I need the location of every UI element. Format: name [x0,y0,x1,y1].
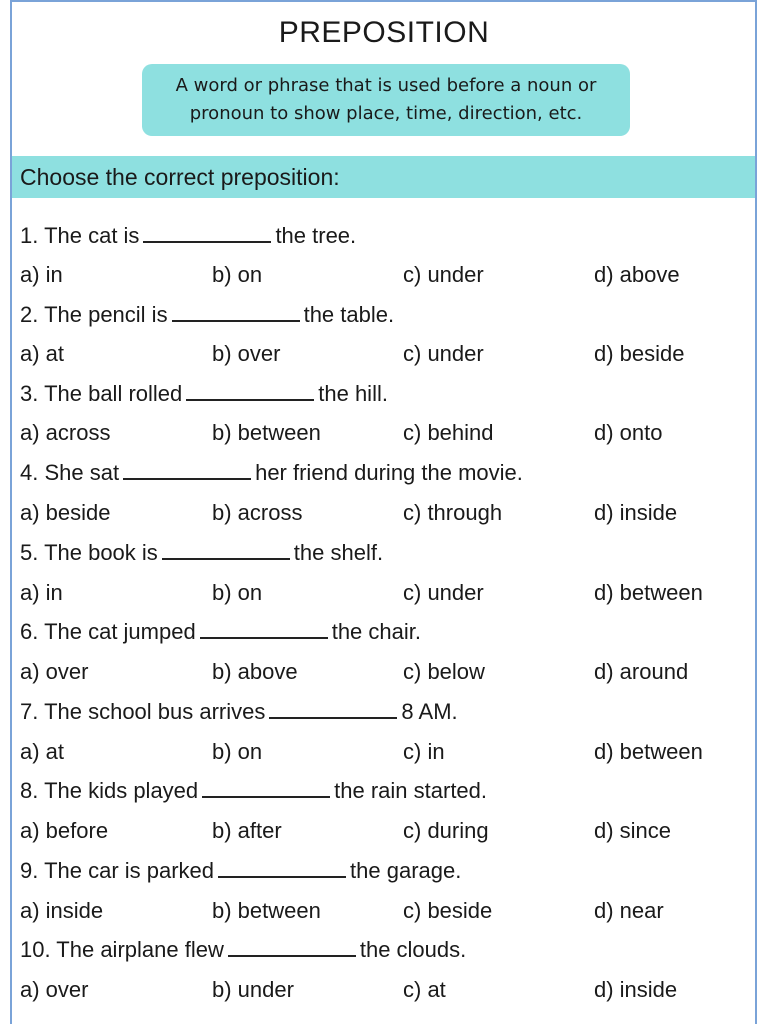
option-d[interactable]: d) between [594,739,703,764]
question-8 [20,778,487,804]
option-d[interactable]: d) near [594,898,664,923]
answer-blank[interactable] [218,858,346,878]
option-b[interactable]: b) across [212,500,303,525]
option-a[interactable]: a) over [20,977,89,1002]
question-text-after: the garage. [350,858,462,883]
question-text-before: 1. The cat is [20,223,140,248]
question-10 [20,937,466,963]
option-c[interactable]: c) during [403,818,489,843]
option-c[interactable]: c) in [403,739,445,764]
question-text-after: the clouds. [359,937,467,962]
definition-line-2: pronoun to show place, time, direction, etc. [189,103,583,124]
option-c[interactable]: c) below [403,659,485,684]
question-2 [20,302,394,328]
answer-blank[interactable] [269,699,397,719]
question-6 [20,619,421,645]
option-c[interactable]: c) behind [403,420,494,445]
option-d[interactable]: d) beside [594,341,685,366]
option-b[interactable]: b) over [212,341,281,366]
question-text-after: the rain started. [334,778,488,803]
question-text-after: her friend during the movie. [255,460,523,485]
option-a[interactable]: a) at [20,739,65,764]
question-text-before: 9. The car is parked [20,858,215,883]
question-1 [20,223,356,249]
option-c[interactable]: c) under [403,580,484,605]
question-text-after: the chair. [331,619,421,644]
page-title: PREPOSITION [278,16,490,49]
option-c[interactable]: c) under [403,262,484,287]
option-d[interactable]: d) above [594,262,680,287]
option-c[interactable]: c) beside [403,898,493,923]
option-a[interactable]: a) across [20,420,111,445]
option-d[interactable]: d) between [594,580,703,605]
answer-blank[interactable] [186,381,314,401]
option-b[interactable]: b) on [212,580,263,605]
answer-blank[interactable] [123,460,251,480]
option-d[interactable]: d) around [594,659,689,684]
definition-box [142,64,630,136]
option-a[interactable]: a) in [20,580,63,605]
option-a[interactable]: a) beside [20,500,111,525]
answer-blank[interactable] [143,223,271,243]
answer-blank[interactable] [202,778,330,798]
page-border-right [755,0,757,1024]
option-d[interactable]: d) inside [594,500,678,525]
option-d[interactable]: d) inside [594,977,678,1002]
question-3 [20,381,388,407]
page-border-left [10,0,12,1024]
option-b[interactable]: b) under [212,977,294,1002]
question-9 [20,858,461,884]
question-5 [20,540,383,566]
option-d[interactable]: d) since [594,818,672,843]
question-text-before: 3. The ball rolled [20,381,183,406]
instruction-text: Choose the correct preposition: [20,164,340,190]
question-text-after: the table. [303,302,395,327]
option-a[interactable]: a) over [20,659,89,684]
option-b[interactable]: b) on [212,739,263,764]
answer-blank[interactable] [172,302,300,322]
question-text-before: 8. The kids played [20,778,199,803]
question-text-before: 4. She sat [20,460,120,485]
option-a[interactable]: a) at [20,341,65,366]
answer-blank[interactable] [228,937,356,957]
question-text-after: the shelf. [293,540,384,565]
option-a[interactable]: a) before [20,818,109,843]
question-text-before: 6. The cat jumped [20,619,196,644]
answer-blank[interactable] [162,540,290,560]
option-d[interactable]: d) onto [594,420,663,445]
definition-line-1: A word or phrase that is used before a noun or [175,75,597,96]
question-4 [20,460,523,486]
option-c[interactable]: c) at [403,977,446,1002]
option-b[interactable]: b) between [212,898,321,923]
question-text-after: 8 AM. [401,699,458,724]
question-text-before: 2. The pencil is [20,302,168,327]
option-c[interactable]: c) under [403,341,484,366]
question-text-before: 5. The book is [20,540,158,565]
option-a[interactable]: a) in [20,262,63,287]
option-b[interactable]: b) between [212,420,321,445]
option-b[interactable]: b) above [212,659,298,684]
question-text-before: 7. The school bus arrives [20,699,266,724]
answer-blank[interactable] [200,619,328,639]
option-c[interactable]: c) through [403,500,503,525]
question-text-after: the hill. [318,381,388,406]
question-7 [20,699,458,725]
option-b[interactable]: b) after [212,818,282,843]
question-text-after: the tree. [275,223,357,248]
question-text-before: 10. The airplane flew [20,937,224,962]
option-b[interactable]: b) on [212,262,263,287]
page-border-top [10,0,757,2]
option-a[interactable]: a) inside [20,898,104,923]
